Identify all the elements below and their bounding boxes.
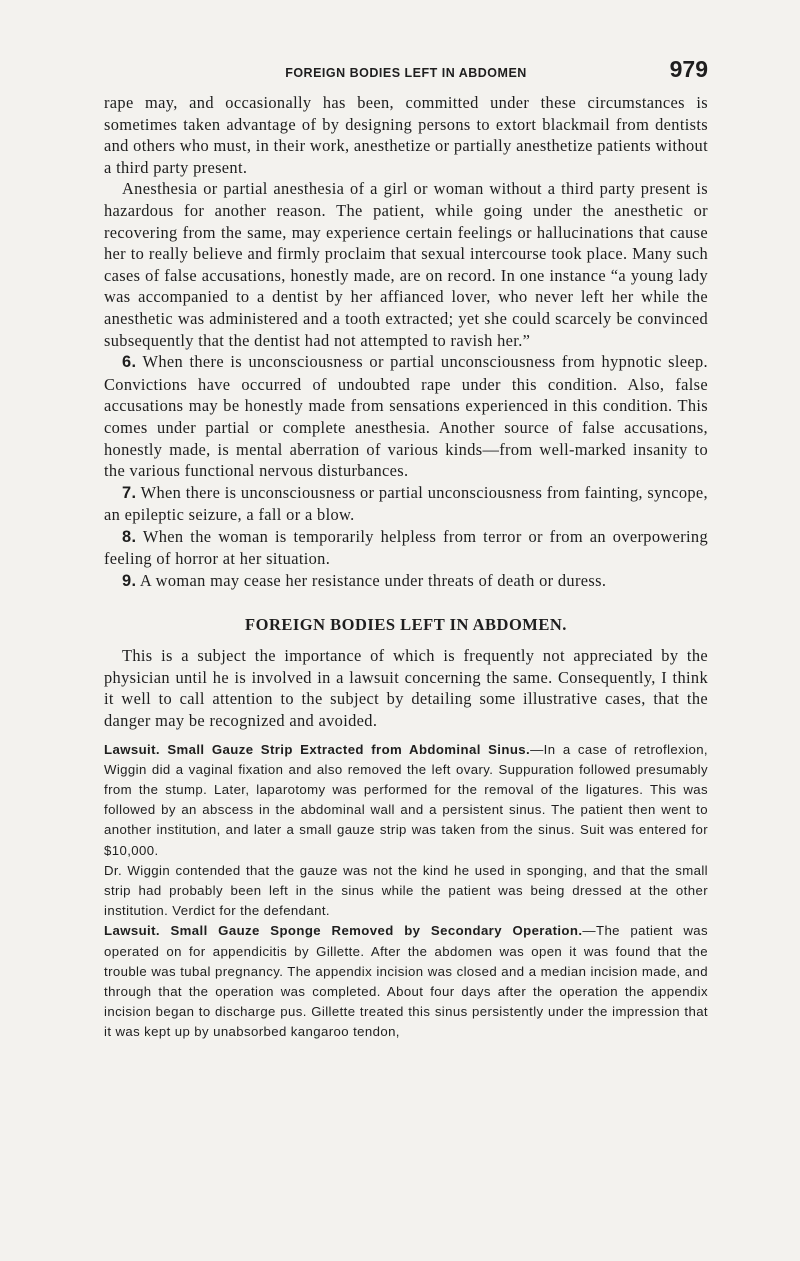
page-header [104,56,708,92]
paragraph-text: When there is unconsciousness or partial unconsciousness from hypnotic sleep. Convictions have occurred of undoubted rape under this condition. Also, false accusations may be honestly made from sensations experienced in this condition. This comes under partial or complete anesthesia. Another source of false accusations, honestly made, is mental aberration of various kinds—from well-marked insanity to the various functional nervous disturbances. [104,352,708,481]
body-text [104,92,708,732]
item-number: 8. [122,527,137,546]
item-number: 9. [122,572,137,591]
book-page [104,56,708,1043]
case-title: Lawsuit. Small Gauze Strip Extracted from Abdominal Sinus. [104,741,531,757]
paragraph-text: When the woman is temporarily helpless from terror or from an overpowering feeling of horror at her situation. [104,526,709,569]
paragraph-item-7 [104,482,708,526]
paragraph-text: A woman may cease her resistance under threats of death or duress. [139,571,607,591]
paragraph-anesthesia [104,178,708,351]
case-text: Dr. Wiggin contended that the gauze was not the kind he used in sponging, and that the small strip had probably been left in the sinus while the patient was being dressed at the other institution. Verdict for the defendant. [104,862,708,919]
paragraph-text: rape may, and occasionally has been, committed under these circumstances is sometimes taken advantage of by designing persons to extort blackmail from dentists and others who must, in their work, anesthetize or partially anesthetize patients without a third party present. [104,93,708,177]
paragraph-item-6 [104,351,708,482]
paragraph-text: Anesthesia or partial anesthesia of a girl or woman without a third party present is hazardous for another reason. The patient, while going under the anesthetic or recovering from the same, may experience certain feelings or hallucinations that cause her to really believe and firmly proclaim that sexual intercourse took place. Many such cases of false accusations, honestly made, are on record. In one instance “a young lady was accompanied to a dentist by her affianced lover, who never left her while the anesthetic was administered and a tooth extracted; yet she could scarcely be convinced subsequently that the dentist had not attempted to ravish her.” [104,179,708,350]
section-heading: FOREIGN BODIES LEFT IN ABDOMEN. [245,614,567,634]
paragraph-item-9 [104,570,708,593]
paragraph-text: This is a subject the importance of which is frequently not appreciated by the physician until he is involved in a lawsuit concerning the same. Consequently, I think it well to call attention to the subject by detailing some illustrative cases, that the danger may be recognized and avoided. [104,646,708,731]
page-number: 979 [669,56,708,82]
case-text: —The patient was operated on for appendicitis by Gillette. After the abdomen was open it was found that the trouble was tubal pregnancy. The appendix incision was closed and a median incision made, and through that the operation was completed. About four days after the operation the appendix incision began to discharge pus. Gillette treated this sinus persistently under the impression that it was kept up by unabsorbed kangaroo tendon, [104,923,708,1040]
item-number: 7. [122,483,137,502]
case-report-wiggin-continued [104,861,708,922]
paragraph-item-8 [104,526,708,570]
running-head: FOREIGN BODIES LEFT IN ABDOMEN [285,66,527,80]
paragraph-text: When there is unconsciousness or partial unconsciousness from fainting, syncope, an epileptic seizure, a fall or a blow. [104,482,708,525]
section-intro [104,645,708,731]
case-report-gillette [104,921,708,1042]
case-reports [104,740,708,1043]
paragraph-continued [104,92,708,178]
case-text: —In a case of retroflexion, Wiggin did a vaginal fixation and also removed the left ovary. Suppuration followed presumably from the stump. Later, laparotomy was performed for the removal of the ligatures. This was followed by an abscess in the abdominal wall and a persistent sinus. The patient then went to another institution, and later a small gauze strip was taken from the sinus. Suit was entered for $10,000. [104,741,708,858]
case-title: Lawsuit. Small Gauze Sponge Removed by Secondary Operation. [104,923,583,939]
item-number: 6. [122,353,137,372]
case-report-wiggin [104,740,708,861]
